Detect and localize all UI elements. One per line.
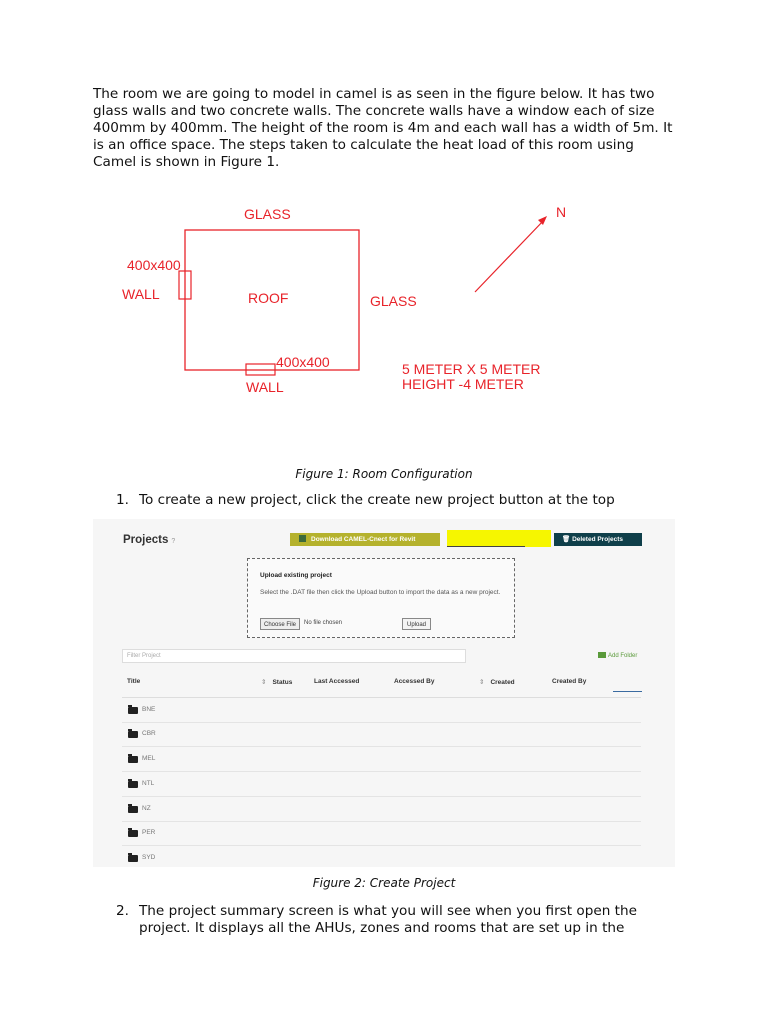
north-arrow-line: [475, 219, 545, 292]
folder-plus-icon: [598, 652, 606, 658]
column-title[interactable]: Title: [127, 678, 141, 685]
label-north: N: [556, 204, 567, 220]
column-accessed-by[interactable]: Accessed By: [394, 678, 435, 685]
no-file-text: No file chosen: [304, 620, 343, 626]
trash-icon: 🗑: [562, 536, 573, 543]
create-project-screenshot: [93, 519, 675, 867]
label-wall-left: WALL: [122, 286, 160, 302]
deleted-projects-button[interactable]: 🗑 Deleted Projects: [554, 533, 642, 546]
help-icon[interactable]: ?: [171, 538, 176, 545]
folder-row[interactable]: NZ: [122, 798, 641, 822]
sort-icon: ⇕: [261, 679, 267, 686]
label-window-left: 400x400: [127, 257, 181, 273]
add-folder-button[interactable]: Add Folder: [598, 652, 637, 659]
intro-paragraph: The room we are going to model in camel is as seen in the figure below. It has two glass walls and two concrete walls. The concrete walls have a window each of size 400mm by 400mm. The height of the room is 4m and each wall has a width of 5m. It is an office space. The steps taken to calculate the heat load of this room using Camel is shown in Figure 1.: [93, 86, 673, 170]
label-wall-bottom: WALL: [246, 379, 284, 395]
folder-row[interactable]: SYD: [122, 847, 641, 867]
column-underline: [613, 691, 642, 692]
column-created-by[interactable]: Created By: [552, 678, 587, 685]
create-new-project-highlight[interactable]: [447, 530, 551, 547]
folder-icon: [128, 806, 138, 813]
column-last-accessed[interactable]: Last Accessed: [314, 678, 360, 685]
label-glass-right: GLASS: [370, 293, 417, 309]
download-camel-button[interactable]: Download CAMEL-Cnect for Revit: [290, 533, 440, 546]
choose-file-button[interactable]: Choose File: [260, 618, 300, 630]
projects-title: Projects ?: [123, 534, 176, 546]
step-1-text: To create a new project, click the create new project button at the top: [139, 492, 615, 508]
column-created[interactable]: ⇕ Created: [479, 679, 515, 686]
step-1-number: 1.: [116, 492, 129, 508]
room-configuration-diagram: [0, 195, 768, 415]
sort-icon: ⇕: [479, 679, 485, 686]
label-height: HEIGHT -4 METER: [402, 376, 524, 392]
folder-icon: [128, 731, 138, 738]
folder-icon: [128, 830, 138, 837]
folder-row[interactable]: CBR: [122, 723, 641, 747]
folder-row[interactable]: MEL: [122, 748, 641, 772]
upload-heading: Upload existing project: [260, 572, 332, 579]
folder-icon: [128, 707, 138, 714]
header-divider: [122, 697, 641, 698]
label-window-bottom: 400x400: [276, 354, 330, 370]
folder-icon: [128, 756, 138, 763]
folder-row[interactable]: PER: [122, 822, 641, 846]
north-arrow-head: [538, 216, 547, 225]
figure-1-caption: Figure 1: Room Configuration: [295, 467, 473, 481]
upload-existing-project-panel: [247, 558, 515, 638]
figure-2-caption: Figure 2: Create Project: [312, 876, 456, 890]
step-2: [116, 903, 676, 937]
download-icon: [299, 535, 306, 542]
step-2-number: 2.: [116, 903, 129, 919]
folder-row[interactable]: NTL: [122, 773, 641, 797]
folder-icon: [128, 855, 138, 862]
step-2-text: The project summary screen is what you will see when you first open the project. It displays all the AHUs, zones and rooms that are set up in the: [139, 903, 637, 936]
step-1: [116, 492, 676, 509]
label-size: 5 METER X 5 METER: [402, 361, 541, 377]
upload-button[interactable]: Upload: [402, 618, 431, 630]
column-status[interactable]: ⇕ Status: [261, 679, 293, 686]
folder-row[interactable]: BNE: [122, 699, 641, 723]
folder-icon: [128, 781, 138, 788]
upload-description: Select the .DAT file then click the Upload button to import the data as a new project.: [260, 589, 501, 596]
label-roof: ROOF: [248, 290, 289, 306]
filter-project-input[interactable]: Filter Project: [122, 649, 466, 663]
label-glass-top: GLASS: [244, 206, 291, 222]
